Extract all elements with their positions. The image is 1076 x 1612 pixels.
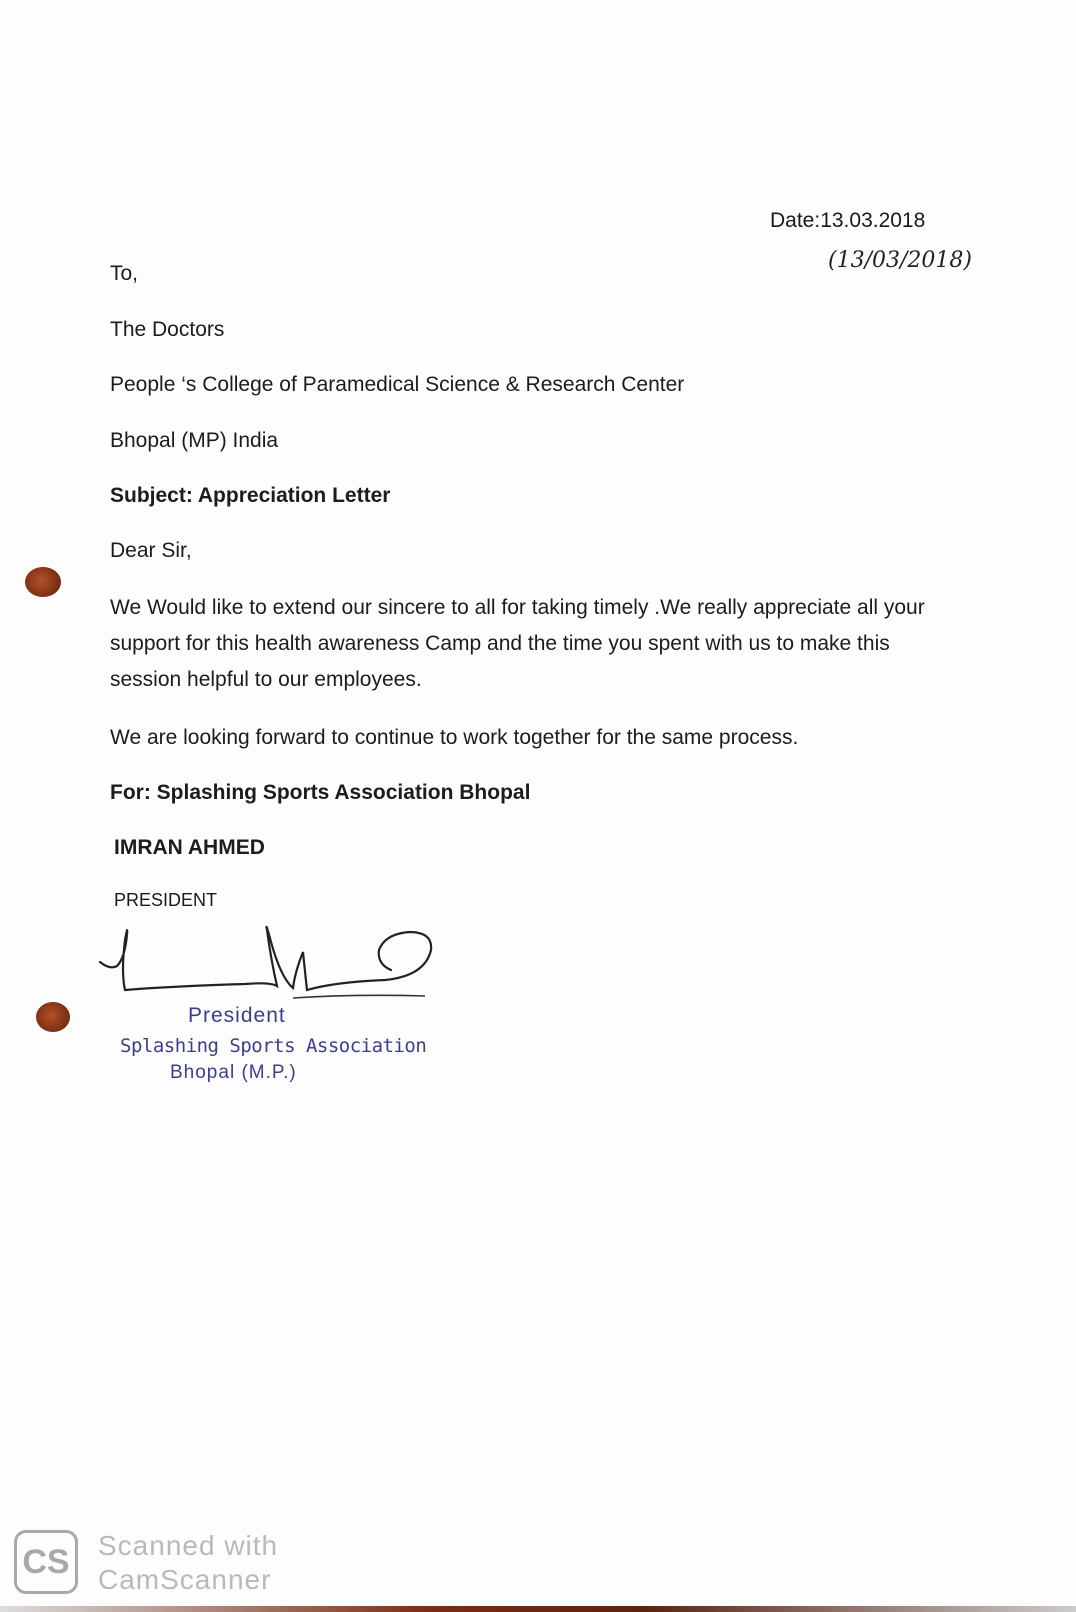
recipient-location: Bhopal (MP) India: [110, 429, 279, 452]
stamp-title: President: [188, 1004, 286, 1027]
punch-hole-top: [25, 567, 61, 597]
salutation-to: To,: [110, 262, 139, 285]
signatory-title: PRESIDENT: [114, 890, 218, 910]
body-paragraph-2: We are looking forward to continue to work together for the same process.: [110, 726, 799, 749]
signatory-name: IMRAN AHMED: [114, 836, 265, 859]
camscanner-logo: CS: [14, 1530, 78, 1594]
watermark-line-2: CamScanner: [98, 1564, 272, 1595]
letter-date: Date:13.03.2018: [770, 209, 926, 232]
body-paragraph-1: We Would like to extend our sincere to all for taking timely .We really appreciate all your support for this health awareness Camp and the time you spent with us to make this session helpful to our employees.: [110, 596, 925, 691]
recipient-name: The Doctors: [110, 318, 225, 341]
handwritten-date: (13/03/2018): [828, 248, 972, 273]
page-bottom-edge: [0, 1606, 1076, 1612]
letter-subject: Subject: Appreciation Letter: [110, 484, 391, 507]
stamp-organization: Splashing Sports Association: [120, 1035, 427, 1057]
stamp-city: Bhopal (M.P.): [170, 1062, 297, 1083]
watermark-line-1: Scanned with: [98, 1530, 279, 1561]
punch-hole-bottom: [36, 1002, 70, 1032]
recipient-institution: People ‘s College of Paramedical Science & Research Center: [110, 373, 685, 396]
letter-greeting: Dear Sir,: [110, 539, 192, 562]
sign-off-organization: For: Splashing Sports Association Bhopal: [110, 781, 531, 804]
signature-image: [95, 920, 455, 1010]
